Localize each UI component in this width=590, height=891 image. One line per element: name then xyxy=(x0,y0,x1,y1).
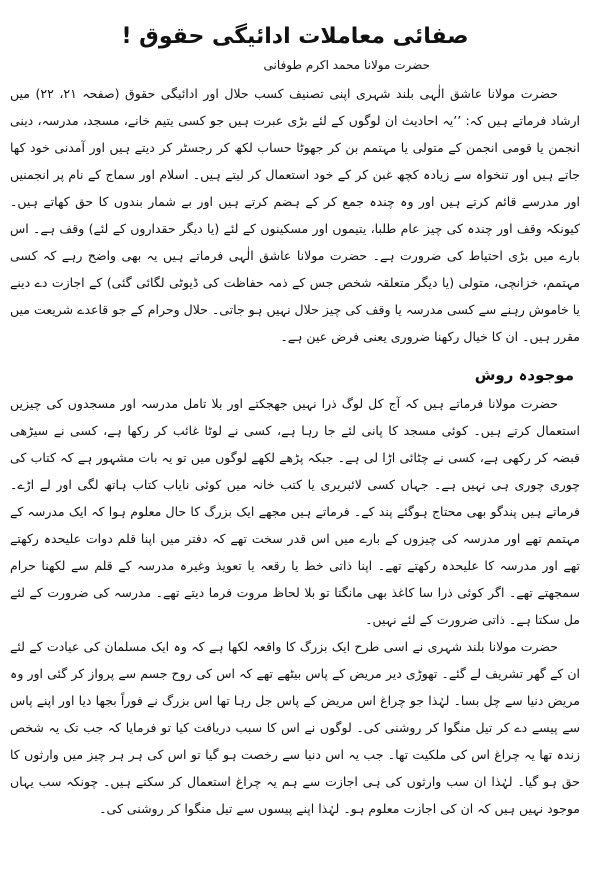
section-heading: موجودہ روش xyxy=(474,366,574,384)
article-title: صفائی معاملات ادائیگی حقوق ! xyxy=(121,24,469,49)
paragraph-intro: حضرت مولانا عاشق الٰہی بلند شہری اپنی تصنیف کسب حلال اور ادائیگی حقوق (صفحہ ۲۱، ۲۲) میں ارشاد فرماتے ہیں کہ: ’’یہ احادیث ان لوگوں کے لئے بڑی عبرت ہیں جو کسی یتیم خانے، مسجد، مدرسہ، دینی انجمن یا قومی انجمن کے متولی یا مہتمم بن کر جھوٹا حساب لکھ کر رجسٹر کر دیتے ہیں اور آمدنی خود کھا جاتے ہیں اور تنخواہ سے زیادہ کچھ غبن کر کے خود استعمال کر لیتے ہیں۔ اسلام اور سماج کے نام پر انجمنیں اور مدرسے قائم کرتے ہیں اور وہ چندہ جمع کر کے ہضم کرتے ہیں اور بے شمار بندوں کا حق کھاتے ہیں۔ کیونکہ وقف اور چندہ کی چیز عام طلبا، یتیموں اور مسکینوں کے لئے (یا دیگر حقداروں کے لئے) وقف ہے۔ اس بارے میں بڑی احتیاط کی ضرورت ہے۔ حضرت مولانا عاشق الٰہی فرماتے ہیں یہ بھی واضح رہے کہ کسی مہتمم، خزانچی، متولی (یا دیگر متعلقہ شخص جس کے ذمہ حفاظت کی ڈیوٹی لگائی گئی) کے اجازت دے دینے یا خاموش رہنے سے کسی مدرسہ یا وقف کی چیز حلال نہیں ہو جاتی۔ حلال وحرام کے جو قاعدے شریعت میں مقرر ہیں۔ ان کا خیال رکھنا ضروری یعنی فرض عین ہے۔ xyxy=(10,86,581,344)
article-author: حضرت مولانا محمد اکرم طوفانی xyxy=(263,58,430,72)
paragraph-current-practice: حضرت مولانا فرماتے ہیں کہ آج کل لوگ ذرا نہیں جھجکتے اور بلا تامل مدرسہ اور مسجدوں کی چیزیں استعمال کرتے ہیں۔ کوئی مسجد کا پانی لئے جا رہا ہے، کسی نے لوٹا غائب کر رکھا ہے، کسی نے سیڑھی قبضہ کر رکھی ہے، کسی نے چٹائی اڑا لی ہے۔ جبکہ پڑھے لکھے لوگوں میں تو یہ بات مشہور ہے کہ کتاب کی چوری چوری ہی نہیں ہے۔ جہاں کسی لائبریری یا کتب خانہ میں کوئی نایاب کتاب ہاتھ لگی اور لے اڑے۔ فرماتے ہیں پندگو بھی محتاج ہوگئے پند کے۔ فرماتے ہیں مجھے ایک بزرگ کا حال معلوم ہوا کہ ایک مدرسہ کے مہتمم تھے اور مدرسہ کی چیزوں کے بارے میں اس قدر سخت تھے کہ دفتر میں اپنا قلم دوات علیحدہ رکھتے تھے اور مدرسہ کا علیحدہ رکھتے تھے۔ اپنا ذاتی خط یا رقعہ یا تعویذ وغیرہ مدرسہ کے قلم سے لکھنا حرام سمجھتے تھے۔ اگر کوئی ذرا سا کاغذ بھی مانگتا تو بلا لحاظ مروت فرما دیتے تھے۔ مدرسہ کی ضرورت کے لئے مل سکتا ہے۔ ذاتی ضرورت کے لئے نہیں۔ xyxy=(10,396,580,627)
article-page xyxy=(10,0,580,891)
paragraph-anecdote: حضرت مولانا بلند شہری نے اسی طرح ایک بزرگ کا واقعہ لکھا ہے کہ وہ ایک مسلمان کی عیادت کے لئے ان کے گھر تشریف لے گئے۔ تھوڑی دیر مریض کے پاس بیٹھے تھے کہ اس کی روح جسم سے پرواز کر گئی اور وہ مریض دنیا سے چل بسا۔ لہٰذا جو چراغ اس مریض کے پاس جل رہا تھا اس بزرگ نے فوراً بجھا دیا اور اپنے پاس سے پیسے دے کر تیل منگوا کر روشنی کی۔ لوگوں نے اس کا سبب دریافت کیا تو فرمایا کہ جب تک یہ شخص زندہ تھا یہ چراغ اس کی ملکیت تھا۔ جب یہ اس دنیا سے رخصت ہو گیا تو اس کی ہر ہر چیز میں وارثوں کا حق ہو گیا۔ لہٰذا ان سب وارثوں کی ہی اجازت سے ہم یہ چراغ استعمال کر سکتے ہیں۔ چونکہ سب یہاں موجود نہیں ہیں کہ ان کی اجازت معلوم ہو۔ لہٰذا اپنے پیسوں سے تیل منگوا کر روشنی کی۔ xyxy=(10,639,580,816)
